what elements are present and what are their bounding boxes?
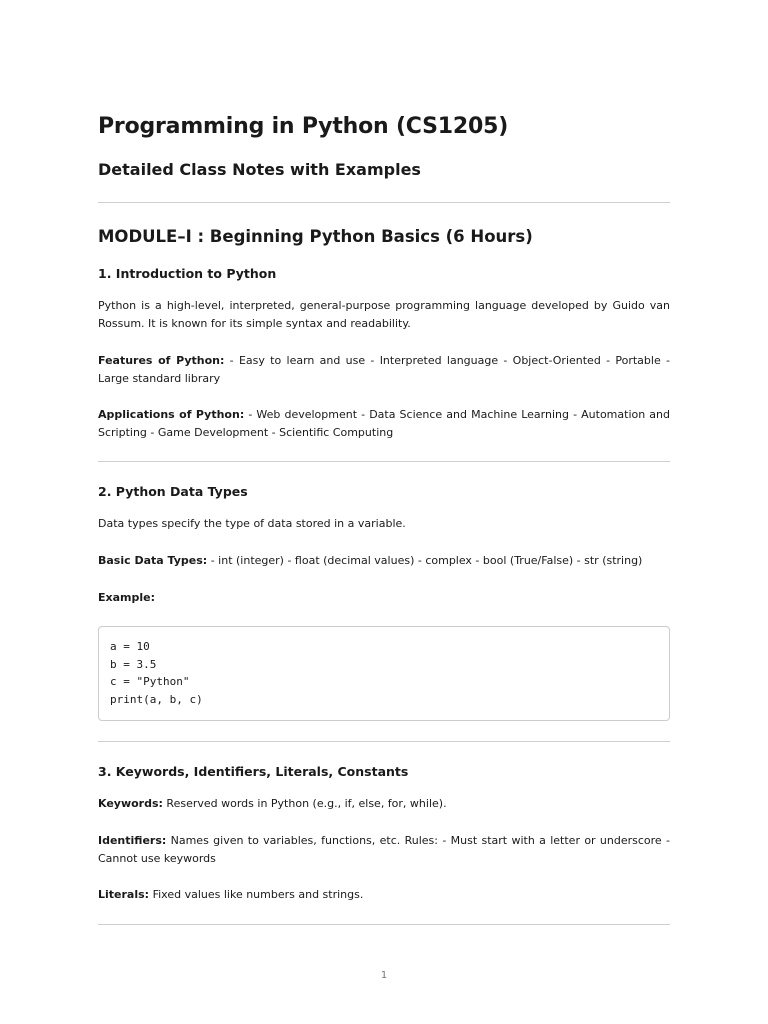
section-heading-keywords: 3. Keywords, Identifiers, Literals, Constants <box>98 764 409 779</box>
code-line: print(a, b, c) <box>110 692 203 706</box>
code-line: a = 10 <box>110 640 150 653</box>
section-heading-intro: 1. Introduction to Python <box>98 266 277 281</box>
divider <box>98 741 670 742</box>
module-heading: MODULE–I : Beginning Python Basics (6 Hours) <box>98 227 533 246</box>
code-line: b = 3.5 <box>110 657 157 671</box>
identifiers-paragraph <box>98 832 670 868</box>
section-heading-datatypes: 2. Python Data Types <box>98 484 248 499</box>
keywords-label: Keywords: <box>98 797 163 810</box>
divider <box>98 202 670 203</box>
example-label-paragraph <box>98 589 670 607</box>
document-subtitle: Detailed Class Notes with Examples <box>98 160 421 179</box>
identifiers-label: Identifiers: <box>98 834 167 847</box>
divider <box>98 461 670 462</box>
features-paragraph <box>98 352 670 388</box>
example-label: Example: <box>98 591 155 604</box>
code-block <box>98 626 670 721</box>
keywords-paragraph <box>98 795 670 813</box>
applications-text: - Web development - Data Science and Machine Learning - Automation and Scripting - Game Development - Scientific Computing <box>98 408 671 439</box>
basic-types-label: Basic Data Types: <box>98 554 208 567</box>
basic-types-paragraph <box>98 552 670 570</box>
document-title: Programming in Python (CS1205) <box>98 114 509 139</box>
literals-label: Literals: <box>98 888 150 901</box>
features-label: Features of Python: <box>98 354 225 367</box>
code-line: c = "Python" <box>110 675 190 688</box>
document-page <box>98 112 670 925</box>
applications-paragraph <box>98 406 670 442</box>
features-text: - Easy to learn and use - Interpreted language - Object-Oriented - Portable - Large standard library <box>98 354 670 385</box>
literals-paragraph <box>98 886 670 904</box>
datatypes-paragraph: Data types specify the type of data stored in a variable. <box>98 517 406 530</box>
basic-types-text: - int (integer) - float (decimal values) - complex - bool (True/False) - str (string) <box>207 554 643 567</box>
keywords-text: Reserved words in Python (e.g., if, else, for, while). <box>162 797 447 810</box>
page-number: 1 <box>380 970 388 981</box>
identifiers-text: Names given to variables, functions, etc. Rules: - Must start with a letter or underscore - Cannot use keywords <box>98 834 670 865</box>
literals-text: Fixed values like numbers and strings. <box>149 888 364 901</box>
intro-paragraph: Python is a high-level, interpreted, general-purpose programming language developed by Guido van Rossum. It is known for its simple syntax and readability. <box>98 299 670 330</box>
divider <box>98 924 670 925</box>
applications-label: Applications of Python: <box>98 408 245 421</box>
